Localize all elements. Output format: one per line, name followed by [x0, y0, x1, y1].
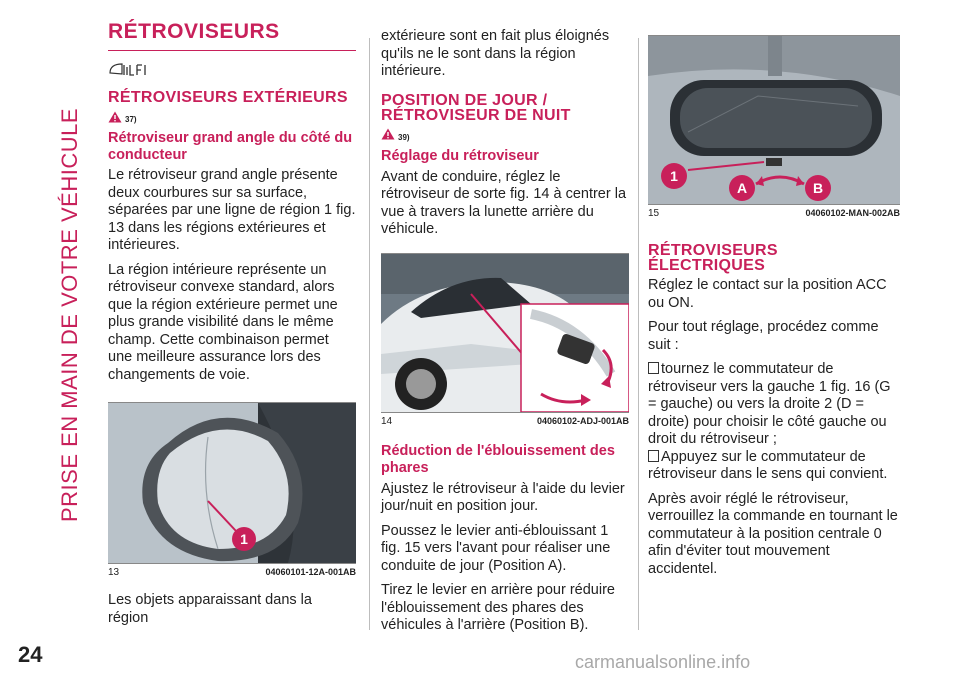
- bullet-icon: [648, 362, 659, 374]
- page-number: 24: [18, 642, 43, 667]
- paragraph: extérieure sont en fait plus éloignés qu'ils ne le sont dans la région intérieure.: [381, 28, 610, 79]
- figure-13-caption: [108, 567, 356, 578]
- warning-ref: 37): [125, 115, 137, 124]
- bullet-text: tournez le commutateur de rétroviseur vers la gauche 1 fig. 16 (G = gauche) ou vers la droite 2 (D = droite) pour choisir le côté gauche ou droit du rétroviseur ;: [648, 361, 891, 447]
- subheading-mirror-adjustment: Réglage du rétroviseur: [381, 147, 539, 164]
- warning-triangle-icon: [108, 111, 122, 123]
- figure-14-code: 04060102-ADJ-001AB: [536, 415, 629, 426]
- figure-14-image: [381, 254, 629, 412]
- side-chapter-title-text: PRISE EN MAIN DE VOTRE VÉHICULE: [57, 107, 82, 523]
- bullet-item: [648, 449, 900, 484]
- warning-note: [108, 109, 356, 124]
- side-chapter-title: [40, 0, 100, 630]
- figure-15-callout-1: 1: [670, 168, 678, 184]
- paragraph: Tirez le levier en arrière pour réduire l'éblouissement des phares des véhicules à l'arrière (Position B).: [381, 582, 615, 633]
- figure-14-number: 14: [381, 415, 393, 427]
- paragraph: Après avoir réglé le rétroviseur, verrouillez la commande en tournant le commutateur à la position centrale 0 afin d'éviter tout mouvement accidentel.: [648, 490, 898, 577]
- column-separator-right: [638, 38, 639, 630]
- paragraph: Avant de conduire, réglez le rétroviseur de sorte fig. 14 à centrer la vue à travers la lunette arrière du véhicule.: [381, 168, 627, 237]
- figure-15-caption: [648, 208, 900, 219]
- subheading-wide-angle: Rétroviseur grand angle du côté du conducteur: [108, 130, 353, 163]
- figure-13-code: 04060101-12A-001AB: [265, 567, 356, 577]
- mirror-icon: [108, 61, 356, 82]
- page-title: RÉTROVISEURS: [108, 20, 280, 43]
- figure-14-caption: [381, 416, 629, 427]
- bullet-text: Appuyez sur le commutateur de rétroviseur dans le sens qui convient.: [648, 448, 888, 482]
- figure-15-callout-b: B: [812, 180, 824, 196]
- figure-14: [381, 253, 629, 413]
- paragraph: La région intérieure représente un rétroviseur convexe standard, alors que la région extérieure permet une plus grande visibilité dans le même champ. Cette combinaison permet une meilleure assurance lors des changements de voie.: [108, 261, 338, 383]
- warning-ref: 39): [398, 132, 410, 142]
- subheading-glare-reduction: Réduction de l'éblouissement des phares: [381, 442, 615, 476]
- section-title-electric-mirrors: RÉTROVISEURS ÉLECTRIQUES: [648, 242, 778, 274]
- watermark: carmanualsonline.info: [575, 652, 751, 672]
- figure-15-number: 15: [648, 208, 660, 219]
- figure-15-code: 04060102-MAN-002AB: [805, 208, 900, 218]
- paragraph: Réglez le contact sur la position ACC ou ON.: [648, 277, 887, 311]
- figure-15: [648, 35, 900, 205]
- section-title-exterior-mirrors: RÉTROVISEURS EXTÉRIEURS: [108, 89, 348, 106]
- title-rule: [108, 50, 356, 51]
- figure-13-number: 13: [108, 567, 120, 578]
- bullet-item: [648, 361, 900, 449]
- figure-13-callout-1: 1: [240, 531, 248, 547]
- figure-13: [108, 402, 356, 564]
- section-title-day-night: POSITION DE JOUR / RÉTROVISEUR DE NUIT: [381, 91, 571, 124]
- column-1: [108, 20, 356, 634]
- column-3: [648, 35, 900, 585]
- paragraph: Le rétroviseur grand angle présente deux courbures sur sa surface, séparées par une ligne de région 1 fig. 13 dans les régions extérieures et intérieures.: [108, 167, 356, 253]
- bullet-icon: [648, 450, 659, 462]
- paragraph: Ajustez le rétroviseur à l'aide du levier jour/nuit en position jour.: [381, 480, 625, 514]
- warning-triangle-icon: [381, 128, 395, 140]
- paragraph: Poussez le levier anti-éblouissant 1 fig. 15 vers l'avant pour réaliser une conduite de jour (Position A).: [381, 522, 611, 574]
- figure-15-image: [648, 36, 900, 204]
- paragraph: Les objets apparaissant dans la région: [108, 592, 312, 626]
- figure-15-callout-a: A: [736, 180, 748, 196]
- paragraph: Pour tout réglage, procédez comme suit :: [648, 319, 879, 353]
- column-2: [381, 28, 629, 642]
- figure-13-image: [108, 403, 356, 563]
- column-separator-left: [369, 38, 370, 630]
- warning-note: [381, 127, 629, 142]
